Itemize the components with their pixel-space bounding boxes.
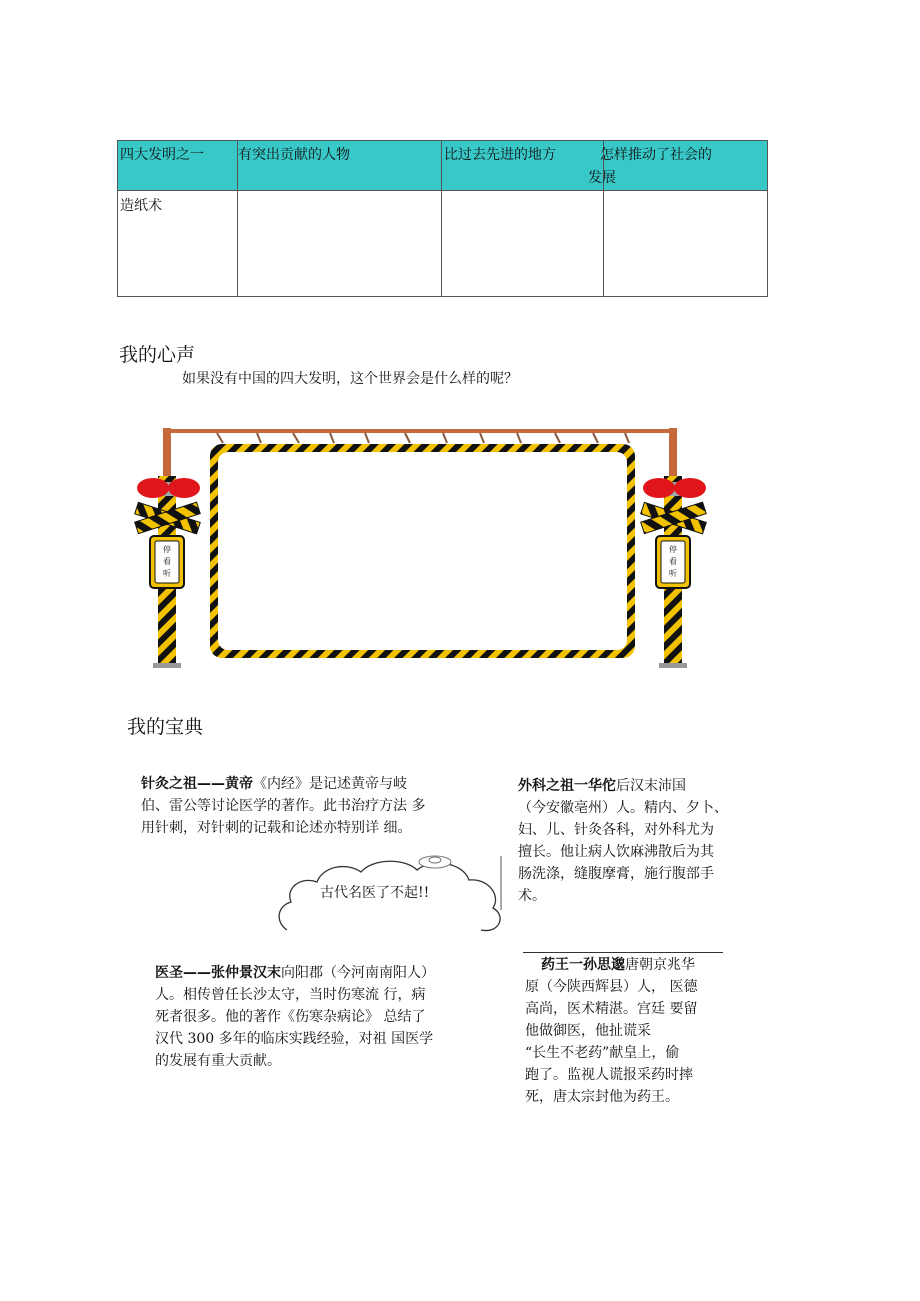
entry-huatuo: [518, 775, 758, 907]
zhang-heading2: 汉末: [253, 965, 281, 981]
svg-text:看: 看: [163, 557, 171, 566]
sun-line5: “长生不老药”献皇上，偷: [525, 1045, 680, 1061]
rope-hooks: [217, 433, 629, 443]
sun-line7: 死，唐太宗封他为药王。: [525, 1089, 679, 1105]
entry-huangdi: [141, 773, 471, 839]
entry-sunsimiao: [525, 954, 735, 1108]
header-person: [238, 141, 442, 191]
railroad-crossing-sign-icon: [125, 418, 715, 673]
zhang-line2: 人。相传曾任长沙太守，当时伤寒流 行，病: [155, 987, 426, 1003]
table-header-row: [118, 141, 768, 191]
right-lamp-red-2: [674, 478, 706, 498]
cell-advance[interactable]: [442, 191, 604, 297]
huatuo-line2: （今安徽亳州）人。精内、夕卜、: [518, 800, 728, 816]
header-advance: [442, 141, 604, 191]
header-person-text: 有突出贡献的人物: [238, 147, 350, 163]
huangdi-line1: 《内经》是记述黄帝与岐: [253, 776, 407, 792]
zhang-line4: 汉代 300 多年的临床实践经验，对祖 国医学: [155, 1031, 434, 1047]
right-post-base: [659, 663, 687, 668]
huatuo-line1: 后汉末沛国: [616, 778, 686, 794]
header-impact: [588, 141, 768, 191]
sunsimiao-rule: [523, 952, 723, 953]
header-impact-line1: 怎样推动了社会的: [600, 147, 712, 163]
huangdi-line2: 伯、雷公等讨论医学的著作。此书治疗方法 多: [141, 798, 426, 814]
cloud-text: 古代名医了不起!!: [320, 885, 430, 901]
sun-line3: 高尚，医术精湛。宫廷 要留: [525, 1001, 698, 1017]
left-lamp-red-2: [168, 478, 200, 498]
sun-line2: 原（今陕西辉县）人， 医德: [525, 979, 698, 995]
svg-text:停: 停: [163, 545, 171, 554]
huatuo-line4: 擅长。他让病人饮麻沸散后为其: [518, 844, 714, 860]
left-lamp-red-1: [137, 478, 169, 498]
inventions-table: [117, 140, 768, 297]
zhang-line1: 向阳郡（今河南南阳人）: [281, 965, 435, 981]
zhang-line3: 死者很多。他的著作《伤寒杂病论》 总结了: [155, 1009, 426, 1025]
huangdi-line3: 用针刺，对针刺的记载和论述亦特别详 细。: [141, 820, 412, 836]
sun-heading: 药王一孙思邈: [541, 957, 625, 973]
huatuo-line6: 术。: [518, 888, 546, 904]
header-advance-text: 比过去先进的地方: [444, 147, 556, 163]
svg-text:停: 停: [669, 545, 677, 554]
sun-line1: 唐朝京兆华: [625, 957, 695, 973]
cell-person[interactable]: [238, 191, 442, 297]
svg-text:听: 听: [669, 569, 677, 578]
right-lamp-red-1: [643, 478, 675, 498]
cell-invention: 造纸术: [118, 191, 238, 297]
treasure-title: 我的宝典: [127, 716, 204, 738]
table-row: [118, 191, 768, 297]
huangdi-heading: 针灸之祖——黄帝: [141, 776, 253, 792]
cell-impact[interactable]: [604, 191, 768, 297]
entry-zhangzhongjing: [155, 962, 465, 1072]
voice-question: 如果没有中国的四大发明，这个世界会是什么样的呢？: [182, 371, 518, 387]
sun-line6: 跑了。监视人谎报采药时摔: [525, 1067, 693, 1083]
header-invention: 四大发明之一: [118, 141, 238, 191]
zhang-heading: 医圣——张仲景: [155, 965, 253, 981]
huatuo-line5: 肠洗涤，缝腹摩膏，施行腹部手: [518, 866, 714, 882]
header-impact-line2: 发展: [588, 170, 616, 186]
huatuo-heading: 外科之祖一华佗: [518, 778, 616, 794]
zhang-line5: 的发展有重大贡献。: [155, 1053, 281, 1069]
huatuo-line3: 妇、儿、针灸各科，对外科尤为: [518, 822, 714, 838]
voice-title: 我的心声: [119, 344, 196, 366]
left-post-base: [153, 663, 181, 668]
sun-line4: 他做御医，他扯谎采: [525, 1023, 651, 1039]
svg-text:听: 听: [163, 569, 171, 578]
board-writing-area[interactable]: [218, 452, 627, 650]
svg-text:看: 看: [669, 557, 677, 566]
